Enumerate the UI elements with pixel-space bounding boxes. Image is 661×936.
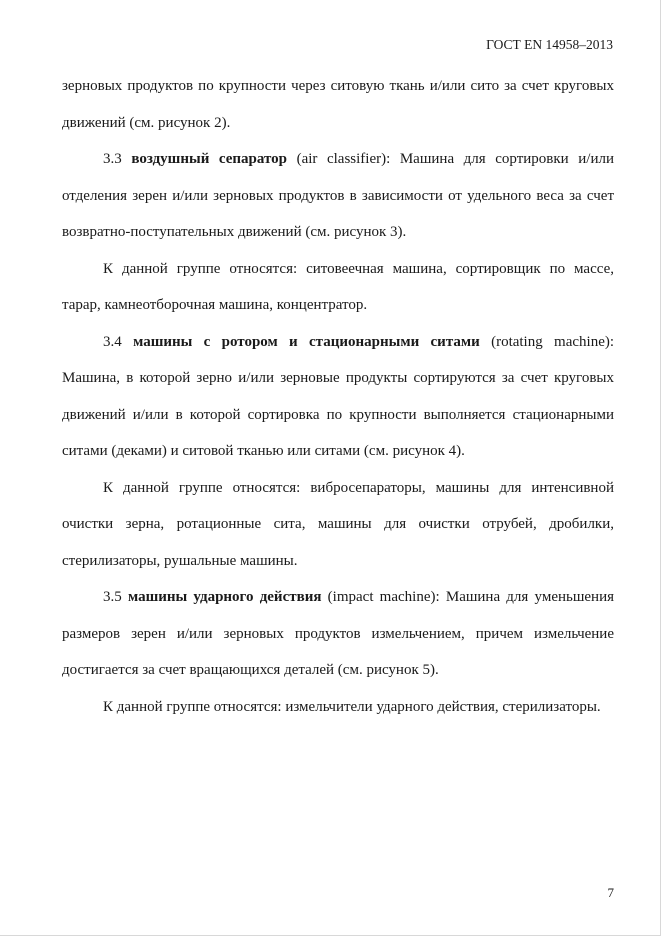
clause-number: 3.4 bbox=[103, 333, 122, 350]
definition-rotating-machine bbox=[62, 324, 614, 470]
defined-term: машины ударного действия bbox=[127, 589, 322, 605]
paragraph-group-list bbox=[62, 470, 614, 580]
paragraph-text: зерновых продуктов по крупности через ситовую ткань и/или сито за счет круговых движений (см. рисунок 2). bbox=[62, 78, 614, 131]
clause-number: 3.5 bbox=[103, 589, 122, 605]
document-body bbox=[62, 68, 614, 725]
paragraph-text: К данной группе относятся: вибросепараторы, машины для интенсивной очистки зерна, ротационные сита, машины для очистки отрубей, дробилки, стерилизаторы, рушальные машины. bbox=[62, 479, 614, 569]
document-header: ГОСТ EN 14958–2013 bbox=[486, 37, 613, 52]
paragraph-text: (air classifier): Машина для сортировки и/или отделения зерен и/или зерновых продуктов в зависимости от удельного веса за счет возвратно-поступательных движений (см. рисунок 3). bbox=[62, 151, 615, 240]
clause-number: 3.3 bbox=[103, 151, 122, 167]
paragraph-group-list bbox=[62, 251, 614, 324]
paragraph-text: (impact machine): Машина для уменьшения размеров зерен и/или зерновых продуктов измельчением, причем измельчение достигается за счет вращающихся деталей (см. рисунок 5). bbox=[62, 589, 615, 678]
paragraph-text: К данной группе относятся: ситовеечная машина, сортировщик по массе, тарар, камнеотборочная машина, концентратор. bbox=[62, 260, 614, 313]
defined-term: воздушный сепаратор bbox=[131, 151, 288, 167]
defined-term: машины с ротором и стационарными ситами bbox=[133, 333, 480, 350]
definition-impact-machine bbox=[62, 579, 614, 689]
paragraph-continuation bbox=[62, 68, 614, 141]
paragraph-text: К данной группе относятся: измельчители ударного действия, стерилизаторы. bbox=[103, 698, 601, 715]
page-number: 7 bbox=[607, 885, 614, 900]
paragraph-text: (rotating machine): Машина, в которой зерно и/или зерновые продукты сортируются за счет круговых движений и/или в которой сортировка по крупности выполняется стационарными ситами (деками) и ситовой тканью или ситами (см. рисунок 4). bbox=[62, 333, 615, 459]
definition-air-classifier bbox=[62, 141, 614, 251]
paragraph-group-list bbox=[62, 689, 614, 726]
